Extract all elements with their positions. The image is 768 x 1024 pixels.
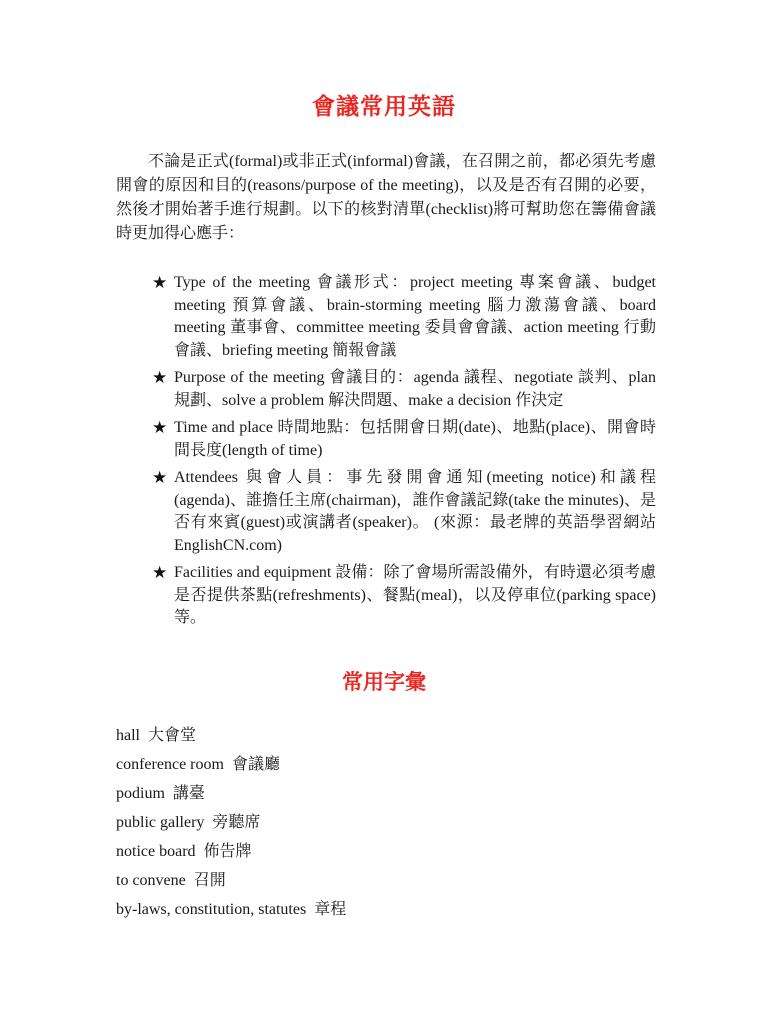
star-icon: ★ (152, 468, 168, 488)
page-title: 會議常用英語 (312, 94, 456, 120)
vocab-item (116, 782, 346, 811)
checklist-item-purpose (152, 367, 656, 412)
checklist-item-text: Attendees 與會人員：事先發開會通知(meeting notice)和議程(agenda)、誰擔任主席(chairman)，誰作會議記錄(take the minutes)、是否有來賓(guest)或演講者(speaker)。 (來源：最老牌的英語學習網站 EnglishCN.com) (174, 469, 656, 554)
vocab-english: conference room (116, 756, 224, 773)
vocab-english: public gallery (116, 814, 205, 831)
checklist-item-time-place (152, 417, 656, 462)
vocab-chinese: 章程 (314, 901, 347, 918)
vocabulary-heading: 常用字彙 (342, 670, 426, 694)
vocab-item (116, 811, 346, 840)
vocab-item (116, 898, 346, 927)
vocab-item (116, 753, 346, 782)
vocab-item (116, 724, 346, 753)
checklist-item-attendees (152, 467, 656, 557)
meeting-checklist (152, 272, 656, 635)
vocab-english: hall (116, 727, 140, 744)
checklist-item-text: Type of the meeting 會議形式：project meeting 專案會議、budget meeting 預算會議、brain-storming meeting 腦力激蕩會議、board meeting 董事會、committee meeting 委員會會議、action meeting 行動會議、briefing meeting 簡報會議 (174, 274, 656, 359)
vocab-chinese: 講臺 (172, 785, 205, 802)
checklist-item-type (152, 272, 656, 362)
vocab-chinese: 旁聽席 (212, 814, 261, 831)
intro-paragraph: 不論是正式(formal)或非正式(informal)會議，在召開之前，都必須先考慮開會的原因和目的(reasons/purpose of the meeting)，以及是否有召開的必要，然後才開始著手進行規劃。以下的核對清單(checklist)將可幫助您在籌備會議時更加得心應手： (116, 153, 656, 242)
vocab-chinese: 佈告牌 (203, 843, 252, 860)
vocab-chinese: 會議廳 (231, 756, 280, 773)
vocab-chinese: 大會堂 (148, 727, 197, 744)
vocabulary-list (116, 724, 346, 927)
star-icon: ★ (152, 563, 168, 583)
vocab-english: podium (116, 785, 165, 802)
checklist-item-text: Purpose of the meeting 會議目的：agenda 議程、negotiate 談判、plan 規劃、solve a problem 解決問題、make a decision 作決定 (174, 369, 656, 409)
vocab-english: to convene (116, 872, 186, 889)
star-icon: ★ (152, 368, 168, 388)
star-icon: ★ (152, 418, 168, 438)
vocab-english: by-laws, constitution, statutes (116, 901, 307, 918)
vocab-item (116, 869, 346, 898)
vocab-item (116, 840, 346, 869)
checklist-item-facilities (152, 562, 656, 630)
star-icon: ★ (152, 273, 168, 293)
checklist-item-text: Facilities and equipment 設備：除了會場所需設備外，有時還必須考慮是否提供茶點(refreshments)、餐點(meal)，以及停車位(parking space)等。 (174, 564, 656, 626)
vocab-chinese: 召開 (193, 872, 226, 889)
vocab-english: notice board (116, 843, 196, 860)
checklist-item-text: Time and place 時間地點：包括開會日期(date)、地點(place)、開會時間長度(length of time) (174, 419, 656, 459)
